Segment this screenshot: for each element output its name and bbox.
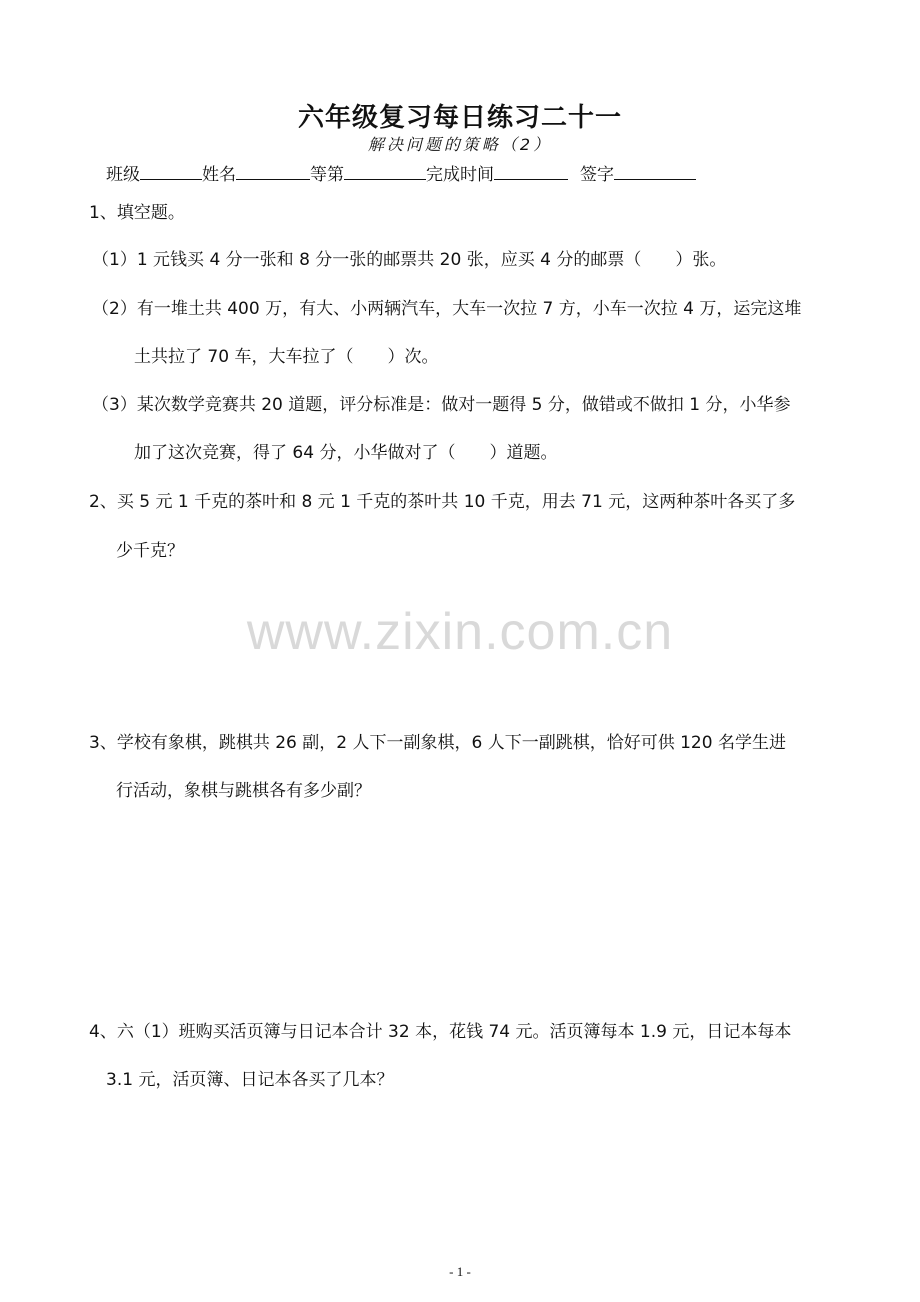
time-label: 完成时间 <box>426 165 494 185</box>
q1-2-line2: 土共拉了 70 车，大车拉了（ ）次。 <box>134 347 439 367</box>
info-fields-row <box>106 160 696 185</box>
q1-3-line2: 加了这次竞赛，得了 64 分，小华做对了（ ）道题。 <box>134 443 558 463</box>
q3-line2: 行活动，象棋与跳棋各有多少副？ <box>116 781 371 801</box>
watermark: www.zixin.com.cn <box>246 603 674 661</box>
name-blank[interactable] <box>236 161 310 180</box>
time-blank[interactable] <box>494 161 568 180</box>
name-label: 姓名 <box>202 165 236 185</box>
q2-line2: 少千克？ <box>116 541 184 561</box>
q4-line2: 3.1 元，活页簿、日记本各买了几本？ <box>106 1070 394 1090</box>
q2-line1: 2、买 5 元 1 千克的茶叶和 8 元 1 千克的茶叶共 10 千克，用去 71 元，这两种茶叶各买了多 <box>89 492 796 512</box>
grade-label: 等第 <box>310 165 344 185</box>
q4-line1: 4、六（1）班购买活页簿与日记本合计 32 本，花钱 74 元。活页簿每本 1.9 元，日记本每本 <box>89 1022 792 1042</box>
page-title: 六年级复习每日练习二十一 <box>297 103 622 133</box>
signature-label: 签字 <box>580 165 614 185</box>
section1-heading: 1、填空题。 <box>89 203 185 223</box>
page-number: - 1 - <box>449 1264 471 1279</box>
q1-2-line1: （2）有一堆土共 400 万，有大、小两辆汽车，大车一次拉 7 方，小车一次拉 4 万，运完这堆 <box>92 299 802 319</box>
q1-3-line1: （3）某次数学竞赛共 20 道题，评分标准是：做对一题得 5 分，做错或不做扣 1 分，小华参 <box>92 395 791 415</box>
class-label: 班级 <box>106 165 140 185</box>
signature-blank[interactable] <box>614 161 696 180</box>
q3-line1: 3、学校有象棋，跳棋共 26 副，2 人下一副象棋，6 人下一副跳棋，恰好可供 120 名学生进 <box>89 733 786 753</box>
q1-1-line1: （1）1 元钱买 4 分一张和 8 分一张的邮票共 20 张，应买 4 分的邮票（ ）张。 <box>92 250 727 270</box>
page-subtitle: 解决问题的策略（2） <box>367 135 553 154</box>
class-blank[interactable] <box>140 161 202 180</box>
grade-blank[interactable] <box>344 161 426 180</box>
